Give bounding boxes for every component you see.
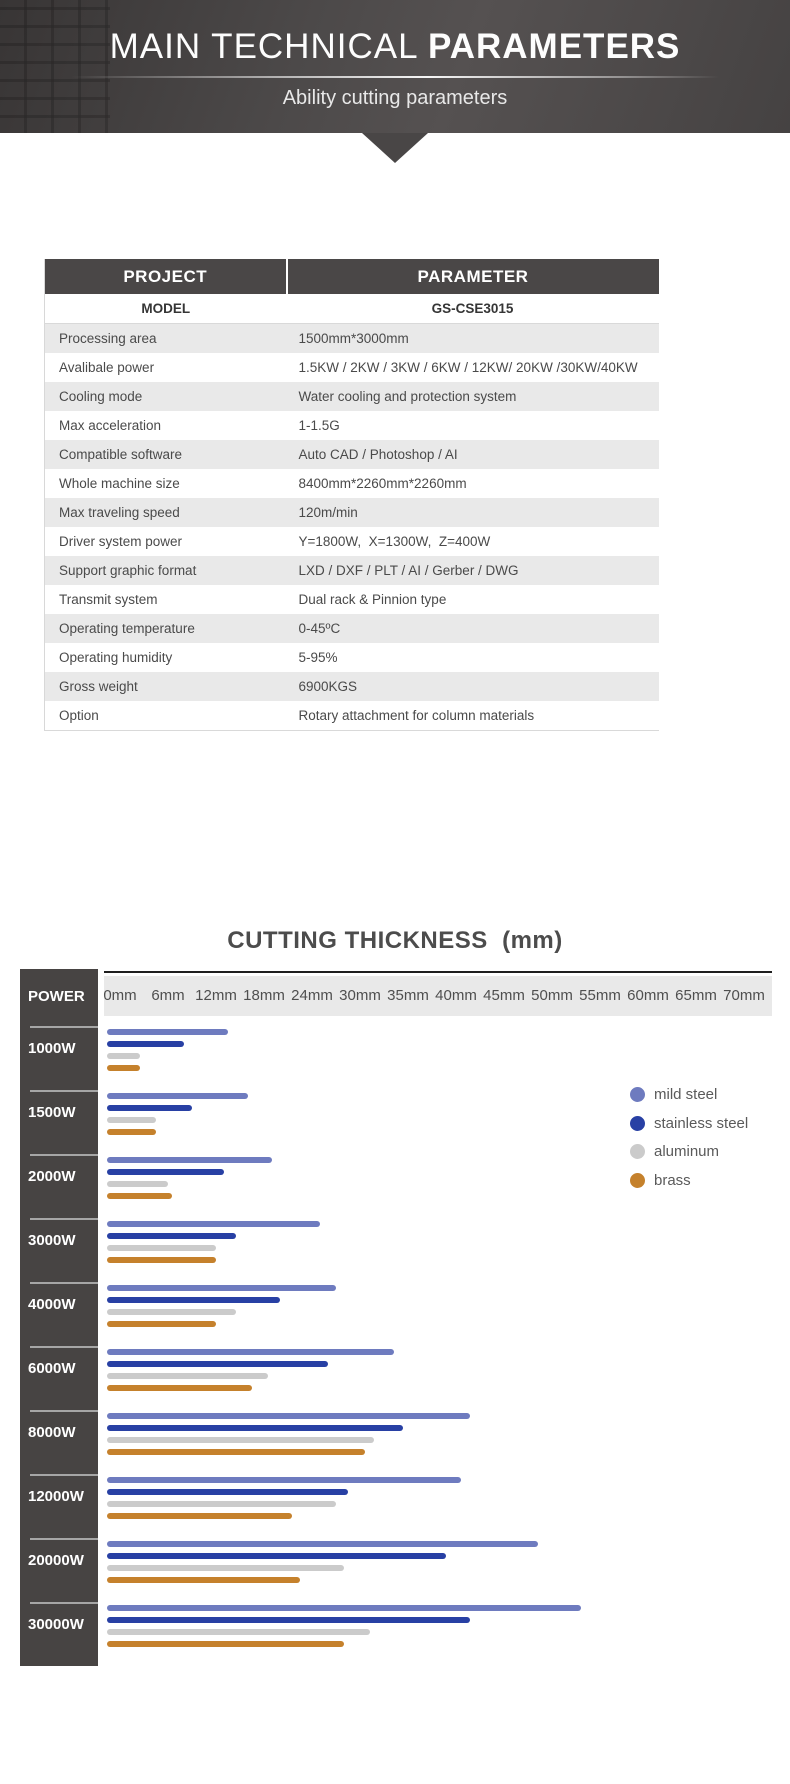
spec-table-section — [44, 259, 658, 731]
bar-stainless-steel — [107, 1297, 280, 1303]
bar-stainless-steel — [107, 1553, 446, 1559]
x-tick-label: 60mm — [627, 987, 669, 1004]
chart-row-power-label: 4000W — [20, 1282, 98, 1346]
spec-row-label: Driver system power — [45, 527, 287, 556]
bar-brass — [107, 1577, 300, 1583]
spec-row-model — [45, 294, 659, 324]
spec-row-label: Compatible software — [45, 440, 287, 469]
spec-row — [45, 614, 659, 643]
bar-mild-steel — [107, 1285, 336, 1291]
legend-swatch-aluminum — [630, 1144, 645, 1159]
legend-label: mild steel — [654, 1086, 718, 1103]
spec-row-label: Max acceleration — [45, 411, 287, 440]
chart-corner-label: POWER — [20, 969, 98, 1026]
spec-row — [45, 440, 659, 469]
bar-aluminum — [107, 1309, 236, 1315]
spec-row — [45, 353, 659, 382]
bar-stainless-steel — [107, 1425, 403, 1431]
legend-label: aluminum — [654, 1143, 720, 1160]
chart-row-bars — [98, 1026, 772, 1090]
spec-row-label: Support graphic format — [45, 556, 287, 585]
bar-aluminum — [107, 1053, 140, 1059]
bar-mild-steel — [107, 1349, 394, 1355]
spec-row — [45, 672, 659, 701]
spec-row-label: Cooling mode — [45, 382, 287, 411]
chart-row-8000w — [20, 1410, 772, 1474]
chart-row-bars — [98, 1474, 772, 1538]
spec-model-value: GS-CSE3015 — [287, 294, 659, 324]
spec-row — [45, 556, 659, 585]
legend-label: brass — [654, 1171, 691, 1189]
bar-mild-steel — [107, 1477, 461, 1483]
chart-x-axis-ticks — [104, 976, 772, 1016]
chart-row-bars — [98, 1346, 772, 1410]
x-tick-label: 50mm — [531, 987, 573, 1004]
bar-brass — [107, 1641, 344, 1647]
chart-title: CUTTING THICKNESS (mm) — [227, 927, 563, 954]
bar-mild-steel — [107, 1221, 320, 1227]
bar-aluminum — [107, 1629, 370, 1635]
bar-stainless-steel — [107, 1041, 184, 1047]
chart-row-power-label: 12000W — [20, 1474, 98, 1538]
bar-aluminum — [107, 1565, 344, 1571]
chart-row-3000w — [20, 1218, 772, 1282]
spec-table — [44, 259, 659, 731]
chart-row-power-label: 1000W — [20, 1026, 98, 1090]
spec-row — [45, 643, 659, 672]
banner-divider — [71, 76, 719, 78]
spec-row-label: Transmit system — [45, 585, 287, 614]
spec-row-value: Y=1800W, X=1300W, Z=400W — [287, 527, 659, 556]
bar-stainless-steel — [107, 1169, 224, 1175]
x-tick-label: 24mm — [291, 987, 333, 1004]
spec-row-label: Operating humidity — [45, 643, 287, 672]
spec-row-value: LXD / DXF / PLT / AI / Gerber / DWG — [287, 556, 659, 585]
chart-row-20000w — [20, 1538, 772, 1602]
spec-row-value: 1.5KW / 2KW / 3KW / 6KW / 12KW/ 20KW /30KW/40KW — [287, 353, 659, 382]
spec-row-label: Max traveling speed — [45, 498, 287, 527]
bar-aluminum — [107, 1501, 336, 1507]
bar-brass — [107, 1449, 365, 1455]
spec-row-label: Option — [45, 701, 287, 731]
spec-row — [45, 701, 659, 731]
bar-aluminum — [107, 1181, 168, 1187]
chart-axis-header — [20, 969, 772, 1026]
spec-row-value: 8400mm*2260mm*2260mm — [287, 469, 659, 498]
chart-row-power-label: 1500W — [20, 1090, 98, 1154]
spec-row-value: 1-1.5G — [287, 411, 659, 440]
spec-row-value: 5-95% — [287, 643, 659, 672]
chart-row-12000w — [20, 1474, 772, 1538]
legend-item — [630, 1144, 748, 1159]
bar-mild-steel — [107, 1541, 538, 1547]
x-tick-label: 0mm — [103, 987, 137, 1004]
chart-row-bars — [98, 1282, 772, 1346]
x-tick-label: 6mm — [151, 987, 185, 1004]
spec-table-header-parameter: PARAMETER — [287, 259, 659, 294]
legend-item — [630, 1087, 748, 1102]
banner-subtitle: Ability cutting parameters — [282, 87, 508, 109]
bar-aluminum — [107, 1117, 156, 1123]
bar-brass — [107, 1321, 216, 1327]
banner-title — [0, 0, 790, 67]
spec-row-label: Operating temperature — [45, 614, 287, 643]
spec-row-value: 0-45ºC — [287, 614, 659, 643]
cutting-thickness-chart — [20, 969, 772, 1666]
x-tick-label: 30mm — [339, 987, 381, 1004]
spec-row-value: Auto CAD / Photoshop / AI — [287, 440, 659, 469]
chart-row-power-label: 2000W — [20, 1154, 98, 1218]
spec-row — [45, 585, 659, 614]
spec-row-value: 120m/min — [287, 498, 659, 527]
bar-stainless-steel — [107, 1105, 192, 1111]
chart-row-6000w — [20, 1346, 772, 1410]
banner-title-bold: PARAMETERS — [427, 27, 681, 66]
legend-item — [630, 1173, 748, 1188]
legend-label: stainless steel — [654, 1114, 749, 1132]
legend-item — [630, 1116, 748, 1131]
bar-brass — [107, 1385, 252, 1391]
chart-axis-topline — [104, 971, 772, 973]
spec-row — [45, 527, 659, 556]
chart-row-bars — [98, 1538, 772, 1602]
banner-title-regular: MAIN TECHNICAL — [109, 27, 418, 66]
legend-swatch-brass — [630, 1173, 645, 1188]
spec-row-value: Dual rack & Pinnion type — [287, 585, 659, 614]
bar-mild-steel — [107, 1157, 272, 1163]
x-tick-label: 18mm — [243, 987, 285, 1004]
x-tick-label: 35mm — [387, 987, 429, 1004]
x-tick-label: 65mm — [675, 987, 717, 1004]
bar-stainless-steel — [107, 1233, 236, 1239]
x-tick-label: 12mm — [195, 987, 237, 1004]
spec-row-label: Gross weight — [45, 672, 287, 701]
bar-stainless-steel — [107, 1361, 328, 1367]
x-tick-label: 70mm — [723, 987, 765, 1004]
spec-row-value: 6900KGS — [287, 672, 659, 701]
banner-arrow-down — [362, 133, 428, 163]
chart-row-30000w — [20, 1602, 772, 1666]
chart-row-power-label: 30000W — [20, 1602, 98, 1666]
spec-table-header-project: PROJECT — [45, 259, 287, 294]
spec-row — [45, 411, 659, 440]
chart-row-power-label: 8000W — [20, 1410, 98, 1474]
spec-row — [45, 324, 659, 354]
chart-row-bars — [98, 1602, 772, 1666]
bar-aluminum — [107, 1373, 268, 1379]
x-tick-label: 45mm — [483, 987, 525, 1004]
bar-aluminum — [107, 1245, 216, 1251]
spec-table-header-row — [45, 259, 659, 294]
spec-row — [45, 469, 659, 498]
bar-brass — [107, 1193, 172, 1199]
bar-mild-steel — [107, 1605, 581, 1611]
spec-row-label: Processing area — [45, 324, 287, 354]
bar-brass — [107, 1513, 292, 1519]
x-tick-label: 40mm — [435, 987, 477, 1004]
bar-brass — [107, 1257, 216, 1263]
legend-swatch-mild-steel — [630, 1087, 645, 1102]
spec-row-value: Rotary attachment for column materials — [287, 701, 659, 731]
spec-row-value: 1500mm*3000mm — [287, 324, 659, 354]
bar-mild-steel — [107, 1413, 470, 1419]
header-banner — [0, 0, 790, 133]
bar-mild-steel — [107, 1029, 228, 1035]
chart-legend — [630, 1087, 748, 1201]
chart-row-bars — [98, 1218, 772, 1282]
spec-row-value: Water cooling and protection system — [287, 382, 659, 411]
bar-brass — [107, 1129, 156, 1135]
spec-row-label: Avalibale power — [45, 353, 287, 382]
chart-row-power-label: 6000W — [20, 1346, 98, 1410]
chart-row-power-label: 20000W — [20, 1538, 98, 1602]
bar-brass — [107, 1065, 140, 1071]
bar-stainless-steel — [107, 1617, 470, 1623]
x-tick-label: 55mm — [579, 987, 621, 1004]
bar-aluminum — [107, 1437, 374, 1443]
legend-swatch-stainless-steel — [630, 1116, 645, 1131]
chart-row-bars — [98, 1410, 772, 1474]
spec-row — [45, 382, 659, 411]
spec-model-label: MODEL — [45, 294, 287, 324]
chart-row-4000w — [20, 1282, 772, 1346]
spec-row-label: Whole machine size — [45, 469, 287, 498]
chart-row-1000w — [20, 1026, 772, 1090]
chart-row-power-label: 3000W — [20, 1218, 98, 1282]
spec-row — [45, 498, 659, 527]
bar-mild-steel — [107, 1093, 248, 1099]
bar-stainless-steel — [107, 1489, 348, 1495]
